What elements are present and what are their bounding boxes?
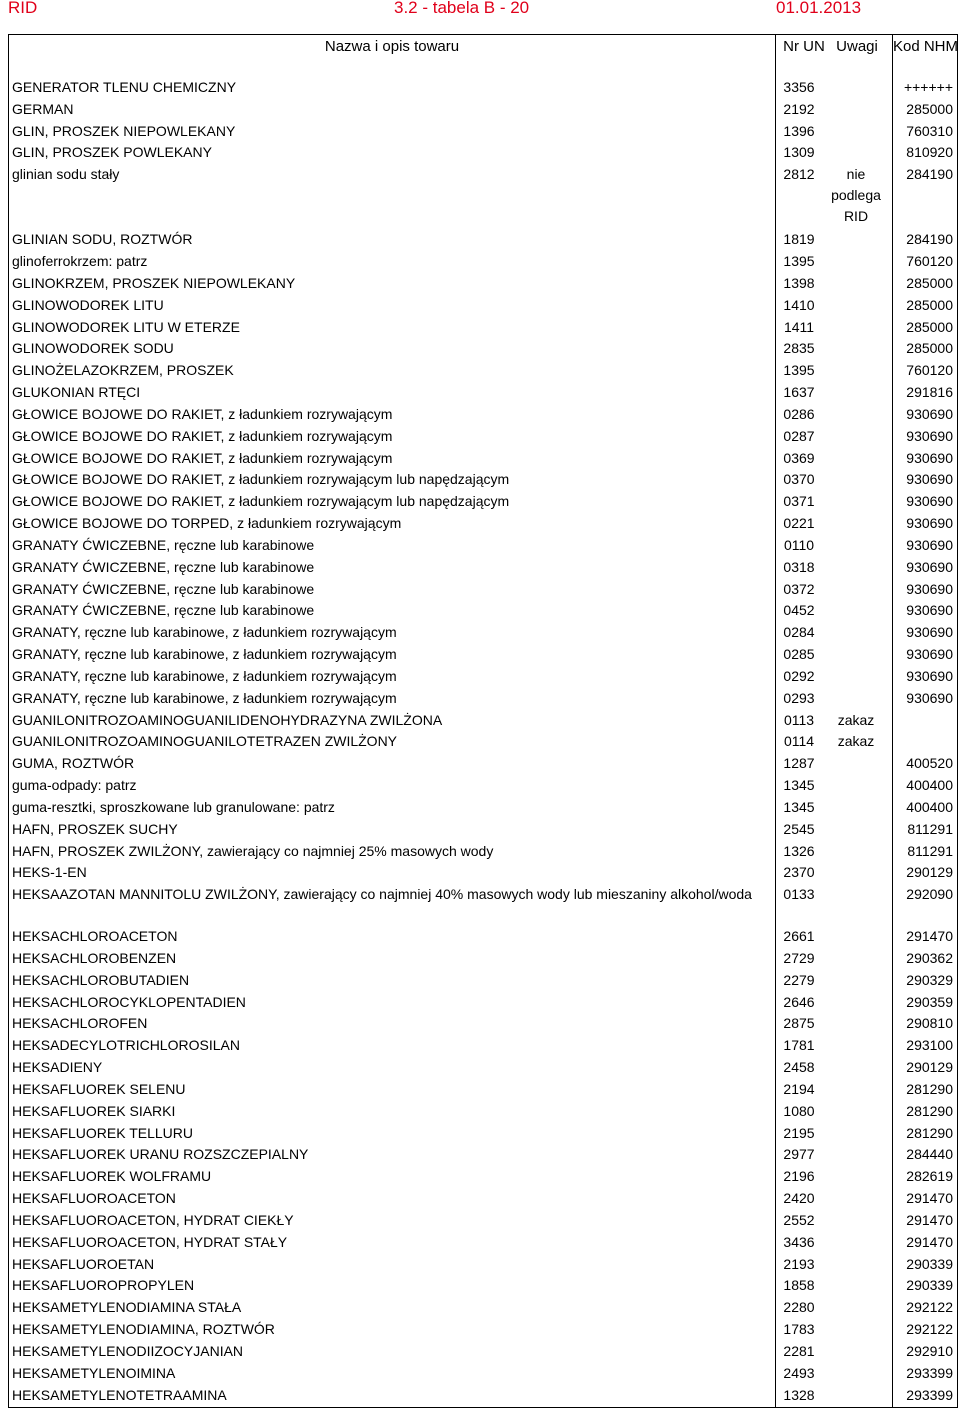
- table-row: [9, 1232, 959, 1254]
- row-nhm-code: 285000: [906, 296, 953, 313]
- row-un-number: 0114: [783, 733, 815, 750]
- row-nhm-code: 292122: [906, 1321, 953, 1338]
- row-name: HEKSAFLUOROACETON, HYDRAT STAŁY: [12, 1233, 288, 1250]
- table-row: [9, 797, 959, 819]
- row-nhm-code: 760310: [906, 122, 953, 139]
- row-name: HEKSAMETYLENODIAMINA, ROZTWÓR: [12, 1321, 275, 1338]
- table-row: [9, 1166, 959, 1188]
- row-nhm-code: 285000: [906, 318, 953, 335]
- row-nhm-code: 282619: [906, 1168, 953, 1185]
- row-un-number: 0286: [783, 405, 815, 422]
- table-row: [9, 404, 959, 426]
- table-row: [9, 557, 959, 579]
- row-un-number: 0293: [783, 689, 815, 706]
- row-un-number: 1398: [783, 274, 815, 291]
- row-nhm-code: 293399: [906, 1386, 953, 1403]
- row-un-number: 1328: [783, 1386, 815, 1403]
- row-name: GŁOWICE BOJOWE DO RAKIET, z ładunkiem rozrywającym: [12, 449, 393, 466]
- row-name: GŁOWICE BOJOWE DO RAKIET, z ładunkiem rozrywającym: [12, 405, 393, 422]
- table-row: [9, 535, 959, 557]
- row-un-number: 2458: [783, 1059, 815, 1076]
- row-name: GŁOWICE BOJOWE DO RAKIET, z ładunkiem rozrywającym: [12, 427, 393, 444]
- row-name: glinoferrokrzem: patrz: [12, 253, 148, 270]
- table-row: [9, 251, 959, 273]
- row-un-number: 0370: [783, 471, 815, 488]
- row-un-number: 1080: [783, 1102, 815, 1119]
- row-nhm-code: 930690: [906, 471, 953, 488]
- row-name: HEKSADIENY: [12, 1059, 103, 1076]
- row-nhm-code: 290359: [906, 993, 953, 1010]
- row-name: HEKSAFLUOROACETON: [12, 1190, 176, 1207]
- row-name: GLINOWODOREK LITU: [12, 296, 164, 313]
- row-nhm-code: 400400: [906, 798, 953, 815]
- table-row: [9, 1385, 959, 1407]
- row-name: HEKSAFLUOROACETON, HYDRAT CIEKŁY: [12, 1211, 294, 1228]
- table-row: [9, 600, 959, 622]
- row-name: GŁOWICE BOJOWE DO RAKIET, z ładunkiem rozrywającym lub napędzającym: [12, 493, 510, 510]
- table-row: [9, 1057, 959, 1079]
- table-row: [9, 644, 959, 666]
- table-row: [9, 295, 959, 317]
- row-un-number: 2193: [783, 1255, 815, 1272]
- row-un-number: 2661: [783, 928, 815, 945]
- row-un-number: 1411: [783, 318, 815, 335]
- row-un-number: 2420: [783, 1190, 815, 1207]
- row-name: GUANILONITROZOAMINOGUANILIDENOHYDRAZYNA ZWILŻONA: [12, 711, 443, 728]
- row-remarks: nie podlega RID: [831, 166, 881, 225]
- table-row: [9, 1210, 959, 1232]
- row-nhm-code: 930690: [906, 602, 953, 619]
- row-un-number: 1396: [783, 122, 815, 139]
- table-row: [9, 948, 959, 970]
- table-row: [9, 121, 959, 143]
- row-un-number: 3436: [783, 1233, 815, 1250]
- row-un-number: 2812: [783, 166, 815, 183]
- row-name: HEKSAMETYLENOTETRAAMINA: [12, 1386, 227, 1403]
- table-row: [9, 448, 959, 470]
- row-name: GUMA, ROZTWÓR: [12, 755, 135, 772]
- table-row: [9, 926, 959, 948]
- table-row: [9, 338, 959, 360]
- table-row: [9, 426, 959, 448]
- row-un-number: 1345: [783, 777, 815, 794]
- row-nhm-code: 293100: [906, 1037, 953, 1054]
- row-un-number: 2281: [783, 1342, 815, 1359]
- row-un-number: 2545: [783, 820, 815, 837]
- row-nhm-code: 400400: [906, 777, 953, 794]
- row-name: HAFN, PROSZEK ZWILŻONY, zawierający co najmniej 25% masowych wody: [12, 842, 494, 859]
- row-un-number: 1637: [783, 384, 815, 401]
- row-nhm-code: 281290: [906, 1102, 953, 1119]
- row-name: guma-odpady: patrz: [12, 777, 137, 794]
- row-nhm-code: 930690: [906, 536, 953, 553]
- row-nhm-code: 291470: [906, 928, 953, 945]
- row-un-number: 1410: [783, 296, 815, 313]
- row-name: GLINOWODOREK LITU W ETERZE: [12, 318, 240, 335]
- table-row: [9, 731, 959, 753]
- row-un-number: 0318: [783, 558, 815, 575]
- table-row: [9, 1013, 959, 1035]
- row-name: HAFN, PROSZEK SUCHY: [12, 820, 178, 837]
- header-section: 3.2 - tabela B - 20: [394, 0, 530, 17]
- row-nhm-code: 292122: [906, 1299, 953, 1316]
- row-nhm-code: 293399: [906, 1364, 953, 1381]
- table-row: [9, 229, 959, 251]
- row-nhm-code: 292090: [906, 886, 953, 903]
- row-nhm-code: 290810: [906, 1015, 953, 1032]
- row-un-number: 0110: [783, 536, 815, 553]
- row-un-number: 1819: [783, 231, 815, 248]
- table-row: [9, 622, 959, 644]
- page-header: [0, 0, 960, 24]
- row-name: GLINOŻELAZOKRZEM, PROSZEK: [12, 362, 234, 379]
- table-row: [9, 688, 959, 710]
- row-name: HEKSACHLOROBENZEN: [12, 949, 177, 966]
- row-nhm-code: 285000: [906, 340, 953, 357]
- row-name: GRANATY, ręczne lub karabinowe, z ładunkiem rozrywającym: [12, 646, 397, 663]
- row-un-number: 0371: [783, 493, 815, 510]
- row-nhm-code: 930690: [906, 427, 953, 444]
- table-row: [9, 142, 959, 164]
- row-un-number: 0372: [783, 580, 815, 597]
- row-nhm-code: 285000: [906, 274, 953, 291]
- row-un-number: 2552: [783, 1211, 815, 1228]
- table-row: [9, 862, 959, 884]
- row-name: HEKSACHLOROBUTADIEN: [12, 971, 190, 988]
- column-header-remarks: Uwagi: [836, 38, 878, 55]
- row-name: guma-resztki, sproszkowane lub granulowane: patrz: [12, 798, 335, 815]
- row-un-number: 2192: [783, 100, 815, 117]
- row-name: HEKSAAZOTAN MANNITOLU ZWILŻONY, zawierający co najmniej 40% masowych wody lub mieszaniny alkohol/woda: [12, 886, 752, 903]
- row-un-number: 2279: [783, 971, 815, 988]
- table-row: [9, 666, 959, 688]
- row-un-number: 3356: [783, 79, 815, 95]
- row-name: HEKSAFLUOROETAN: [12, 1255, 155, 1272]
- row-name: HEKSAMETYLENODIAMINA STAŁA: [12, 1299, 242, 1316]
- row-un-number: 2835: [783, 340, 815, 357]
- row-nhm-code: 285000: [906, 100, 953, 117]
- row-remarks: zakaz: [837, 733, 875, 750]
- row-name: GUANILONITROZOAMINOGUANILOTETRAZEN ZWILŻONY: [12, 733, 398, 750]
- row-name: GRANATY ĆWICZEBNE, ręczne lub karabinowe: [12, 580, 315, 597]
- table-row: [9, 1035, 959, 1057]
- row-name: GENERATOR TLENU CHEMICZNY: [12, 79, 237, 95]
- row-nhm-code: 291470: [906, 1190, 953, 1207]
- row-name: GLINOKRZEM, PROSZEK NIEPOWLEKANY: [12, 274, 296, 291]
- table-row: [9, 775, 959, 797]
- row-name: GERMAN: [12, 100, 74, 117]
- table-row: [9, 992, 959, 1014]
- row-nhm-code: 930690: [906, 449, 953, 466]
- column-header-nhm-code: Kod NHM: [892, 38, 959, 55]
- row-name: GRANATY ĆWICZEBNE, ręczne lub karabinowe: [12, 602, 315, 619]
- table-row: [9, 1275, 959, 1297]
- row-nhm-code: 291470: [906, 1211, 953, 1228]
- row-nhm-code: 292910: [906, 1342, 953, 1359]
- row-name: HEKSAFLUOROPROPYLEN: [12, 1277, 195, 1294]
- table-row: [9, 1319, 959, 1341]
- row-name: HEKSAFLUOREK WOLFRAMU: [12, 1168, 212, 1185]
- column-header-name: Nazwa i opis towaru: [324, 38, 460, 55]
- row-nhm-code: 291470: [906, 1233, 953, 1250]
- row-nhm-code: 930690: [906, 580, 953, 597]
- table-row: [9, 1079, 959, 1101]
- row-un-number: 2646: [783, 993, 815, 1010]
- row-name: HEKSAFLUOREK URANU ROZSZCZEPIALNY: [12, 1146, 309, 1163]
- table-row: [9, 317, 959, 339]
- row-remarks: zakaz: [837, 711, 875, 728]
- table-row: [9, 77, 959, 99]
- row-un-number: 1345: [783, 798, 815, 815]
- row-un-number: 1309: [783, 144, 815, 161]
- row-name: GLINOWODOREK SODU: [12, 340, 174, 357]
- row-nhm-code: 930690: [906, 689, 953, 706]
- row-nhm-code: 281290: [906, 1080, 953, 1097]
- row-un-number: 0292: [783, 667, 815, 684]
- row-name: GLINIAN SODU, ROZTWÓR: [12, 231, 193, 248]
- row-name: HEKSADECYLOTRICHLOROSILAN: [12, 1037, 240, 1054]
- row-un-number: 0221: [783, 515, 815, 532]
- row-un-number: 1395: [783, 362, 815, 379]
- row-un-number: 2280: [783, 1299, 815, 1316]
- row-nhm-code: 284190: [906, 231, 953, 248]
- row-name: GRANATY, ręczne lub karabinowe, z ładunkiem rozrywającym: [12, 624, 397, 641]
- table-row: [9, 273, 959, 295]
- table-row: [9, 99, 959, 121]
- table-row: [9, 491, 959, 513]
- row-un-number: 2194: [783, 1080, 815, 1097]
- row-nhm-code: 760120: [906, 362, 953, 379]
- table-row: [9, 1297, 959, 1319]
- row-un-number: 0369: [783, 449, 815, 466]
- table-row: [9, 841, 959, 863]
- row-name: HEKSAFLUOREK SIARKI: [12, 1102, 176, 1119]
- row-un-number: 1287: [783, 755, 815, 772]
- row-nhm-code: 291816: [906, 384, 953, 401]
- row-un-number: 2195: [783, 1124, 815, 1141]
- table-row: [9, 819, 959, 841]
- row-nhm-code: 930690: [906, 493, 953, 510]
- table-row: [9, 753, 959, 775]
- table-row: [9, 1254, 959, 1276]
- row-nhm-code: 284440: [906, 1146, 953, 1163]
- row-name: GRANATY ĆWICZEBNE, ręczne lub karabinowe: [12, 558, 315, 575]
- row-nhm-code: 930690: [906, 558, 953, 575]
- row-nhm-code: 290329: [906, 971, 953, 988]
- row-un-number: 1781: [783, 1037, 815, 1054]
- row-un-number: 2370: [783, 864, 815, 881]
- row-un-number: 0452: [783, 602, 815, 619]
- row-name: GLIN, PROSZEK POWLEKANY: [12, 144, 212, 161]
- table-row: [9, 1188, 959, 1210]
- table-row: [9, 1363, 959, 1385]
- row-nhm-code: 760120: [906, 253, 953, 270]
- row-nhm-code: 930690: [906, 515, 953, 532]
- row-nhm-code: 284190: [906, 166, 953, 183]
- table-body: [9, 77, 959, 1406]
- row-name: HEKSAMETYLENOIMINA: [12, 1364, 176, 1381]
- row-name: GŁOWICE BOJOWE DO TORPED, z ładunkiem rozrywającym: [12, 515, 402, 532]
- row-un-number: 0113: [783, 711, 815, 728]
- row-un-number: 0284: [783, 624, 815, 641]
- table-row: [9, 513, 959, 535]
- row-nhm-code: 930690: [906, 667, 953, 684]
- table-row: [9, 1123, 959, 1145]
- table-row: [9, 1101, 959, 1123]
- row-un-number: 2875: [783, 1015, 815, 1032]
- row-un-number: 2729: [783, 949, 815, 966]
- row-name: HEKSACHLOROFEN: [12, 1015, 148, 1032]
- row-name: HEKSAFLUOREK SELENU: [12, 1080, 186, 1097]
- header-regulation: RID: [8, 0, 38, 17]
- row-un-number: 1326: [783, 842, 815, 859]
- table-row: [9, 1144, 959, 1166]
- row-name: GRANATY, ręczne lub karabinowe, z ładunkiem rozrywającym: [12, 667, 397, 684]
- row-nhm-code: 290339: [906, 1277, 953, 1294]
- row-name: HEKSACHLOROCYKLOPENTADIEN: [12, 993, 246, 1010]
- row-un-number: 0287: [783, 427, 815, 444]
- row-nhm-code: 930690: [906, 624, 953, 641]
- row-un-number: 1783: [783, 1321, 815, 1338]
- row-nhm-code: 930690: [906, 646, 953, 663]
- row-nhm-code: ++++++: [903, 79, 953, 95]
- row-un-number: 0285: [783, 646, 815, 663]
- row-nhm-code: 290129: [906, 864, 953, 881]
- table-row: [9, 579, 959, 601]
- row-nhm-code: 811291: [907, 842, 953, 859]
- row-un-number: 1858: [783, 1277, 815, 1294]
- column-header-un-number: Nr UN: [783, 38, 825, 55]
- table-row: [9, 164, 959, 229]
- row-name: GRANATY ĆWICZEBNE, ręczne lub karabinowe: [12, 536, 315, 553]
- row-nhm-code: 281290: [906, 1124, 953, 1141]
- row-name: GLUKONIAN RTĘCI: [12, 384, 141, 401]
- row-name: HEKSAMETYLENODIIZOCYJANIAN: [12, 1342, 244, 1359]
- row-name: GŁOWICE BOJOWE DO RAKIET, z ładunkiem rozrywającym lub napędzającym: [12, 471, 510, 488]
- row-nhm-code: 290129: [906, 1059, 953, 1076]
- table-row: [9, 710, 959, 732]
- row-un-number: 1395: [783, 253, 815, 270]
- row-name: GRANATY, ręczne lub karabinowe, z ładunkiem rozrywającym: [12, 689, 397, 706]
- row-nhm-code: 290339: [906, 1255, 953, 1272]
- row-nhm-code: 400520: [906, 755, 953, 772]
- table-row: [9, 1341, 959, 1363]
- row-name: HEKSACHLOROACETON: [12, 928, 178, 945]
- row-un-number: 2196: [783, 1168, 815, 1185]
- row-name: HEKS-1-EN: [12, 864, 87, 881]
- row-un-number: 0133: [783, 886, 815, 903]
- row-un-number: 2493: [783, 1364, 815, 1381]
- goods-table: [8, 34, 958, 1408]
- row-nhm-code: 290362: [906, 949, 953, 966]
- header-date: 01.01.2013: [776, 0, 862, 17]
- table-row: [9, 970, 959, 992]
- row-name: HEKSAFLUOREK TELLURU: [12, 1124, 194, 1141]
- row-un-number: 2977: [783, 1146, 815, 1163]
- row-nhm-code: 930690: [906, 405, 953, 422]
- table-row: [9, 469, 959, 491]
- row-nhm-code: 811291: [907, 820, 953, 837]
- table-row: [9, 360, 959, 382]
- table-row: [9, 884, 959, 926]
- row-name: glinian sodu stały: [12, 166, 120, 183]
- row-name: GLIN, PROSZEK NIEPOWLEKANY: [12, 122, 236, 139]
- row-nhm-code: 810920: [906, 144, 953, 161]
- table-row: [9, 382, 959, 404]
